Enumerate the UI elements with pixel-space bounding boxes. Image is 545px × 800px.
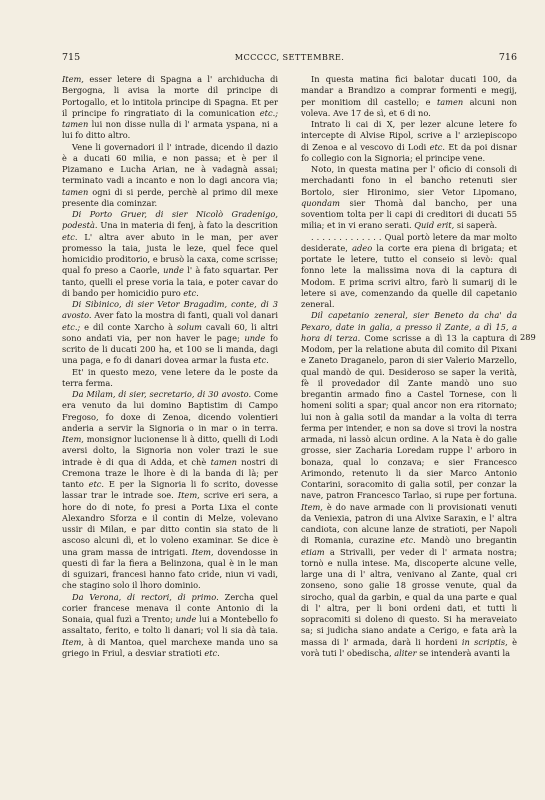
text-run: lui a Montebello fo assaltato, ferito, e tolto li danari; vol li sia dà taia.	[62, 614, 278, 636]
text-run: Et da poi disnar fo collegio con la Signoria; el principe vene.	[301, 141, 517, 163]
margin-column-number: 289	[520, 332, 536, 342]
italic-text: Item,	[62, 434, 84, 444]
italic-text: Di Porto Gruer, di sier Nicolò Gradenigo, podestà.	[62, 209, 278, 231]
text-run: è do nave armade con li provisionati venuti da Veniexia, patron di una Alvixe Saraxin, e l' altra candiota, con alcune lanze de stratioti, per Napoli di Romania, curazine	[301, 501, 517, 546]
paragraph	[62, 74, 278, 142]
page-number-left: 715	[62, 52, 81, 63]
paragraph	[62, 299, 278, 367]
paragraph	[62, 142, 278, 210]
text-run: cavali 60, li altri sono andati via, per non haver le page;	[62, 321, 278, 343]
text-run: Zercha quel corier francese menava il conte Antonio di la Sonaia, qual fuzì a Trento;	[62, 591, 278, 624]
text-run: Come scrisse a dì 13 la captura di Modom, per la relatione abuta dil comito dil Pixani e Zaneto Draganelo, paron di sier Valerio Marzello, qual mandò de qui. Desideroso se saper la verità, fè il provedador dil Zante mandò uno suo bregantin armado fino a Castel Tornese, con li homeni soliti a spar; qual ancor non era ritornato; lui non à galia sotil da mandar a la volta di terra ferma per intender, e non sa dove si trovi la nostra armada, ni lassò alcun ordine. A la Nata è do galie grosse, sier Zacharia Loredam ruppe l' arboro in bonaza, qual lo conzava; e sier Francesco Arimondo, retenuto li da sier Marco Antonio Contarini, soracomito di galia sotil, per conzar la nave, patron Francesco Tarlao, si rupe per fortuna.	[301, 332, 517, 501]
italic-text: Di Sibinico, di sier Vetor Bragadim, conte, di 3 avosto.	[62, 299, 278, 321]
italic-text: unde	[244, 332, 266, 343]
italic-text: etc.	[204, 647, 220, 658]
italic-text: etiam	[301, 546, 325, 557]
italic-text: Dil capetanio zeneral, sier Beneto da cha' da Pexaro, date in galia, a presso il Zante, a dì 15, a hora di terza.	[301, 310, 517, 343]
paragraph	[62, 592, 278, 660]
page-number-right: 716	[498, 52, 517, 63]
paragraph	[301, 232, 517, 311]
italic-text: tamen	[436, 96, 464, 107]
italic-text: etc.	[62, 231, 78, 242]
text-run: . . . . . . . . . . . . . Qual portò letere da mar molto desiderate,	[301, 231, 517, 253]
italic-text: Item,	[191, 546, 214, 557]
text-run: la corte era piena di brigata; et portate le letere, tutto el conseio si levò: qual fonno lete la malissima nova di la captura di Modom. E prima scrivi altro, farò li sumarij di le letere si ave, comenzando da quelle dil capetanio zeneral.	[301, 242, 517, 309]
text-run: lui non disse nulla di l' armata yspana, ni a lui fo ditto altro.	[62, 119, 278, 141]
left-column	[62, 74, 278, 659]
text-run: a Strivalli, per veder di l' armata nostra; tornò e nulla intese. Ma, discoperte alcune velle, large una di l' altra, venivano al Zante, qual cri zonseno, sono galie 18 grosse venute, qual da sirocho, qual da garbin, e qual da una parte e qual di l' altra, per li boni ordeni dati, et tutti li sopracomiti si doleno di questo. Si ha meraveiato sa; si judicha siano andate a Cerigo, e fata arà la massa di l' armada, darà li hordeni	[301, 546, 517, 647]
text-run: l' à fato squartar. Per tanto, quelli el prese voria la taia, e poter cavar do di bando per homicidio puro	[62, 265, 278, 298]
italic-text: etc.	[400, 535, 416, 546]
text-run: monsignor lucionense li à ditto, quelli di Lodi aversi dolto, la Signoria non voler trazi le sue intrade è di qua di Adda, et chè	[62, 434, 278, 467]
text-run: alcuni non voleva. Ave 17 de sì, et 6 di no.	[301, 96, 517, 118]
italic-text: etc.; tamen	[62, 107, 278, 129]
italic-text: solum	[176, 321, 202, 332]
paragraph	[62, 389, 278, 592]
italic-text: etc.	[88, 479, 105, 489]
italic-text: etc.	[183, 287, 199, 298]
text-run: Come era venuto da lui domino Baptistim di Campo Fregoso, fo doxe di Zenoa, dicendo volentieri anderia a servir la Signoria o in mar o in terra.	[62, 389, 278, 433]
text-run: si saperà.	[454, 220, 498, 231]
paragraph	[301, 164, 517, 232]
text-run: E per la Signoria li fo scrito, dovesse lassar trar le intrade soe.	[62, 479, 278, 501]
text-run: esser letere di Spagna a l' archiducha di Bergogna, li avisa la morte dil principe di Portogallo, et lo intitola principe di Spagna. Et per il principe fo ringratiato di la comunication	[62, 74, 278, 118]
text-run: dovendosse in questi dì far la fiera a Belinzona, qual è in le man di sguizari, francesi hanno fato cride, niun vi vadi, che stagino solo il lhoro dominio.	[62, 546, 278, 591]
text-run: ogni di si perde, perchè al primo dil mexe presente dia cominzar.	[62, 186, 278, 208]
italic-text: Da Verona, di rectori, di primo.	[72, 591, 219, 602]
text-run: Vene li governadori il l' intrade, dicendo il dazio è a ducati 60 milia, e non passa; et è per il Pizamano e Lucha Arian, ne à vadagnà assai; terminato vadi a incanto e non lo dagi ancora via;	[62, 141, 278, 186]
italic-text: tamen	[62, 186, 89, 197]
italic-text: unde	[175, 614, 197, 624]
text-run: L' altra aver abuto in le man, per aver promesso la taia, justa le leze, quel fece quel homicidio proditorio, e brusò la caxa, come scrisse; qual fo preso a Caorle,	[62, 231, 278, 276]
paragraph	[301, 119, 517, 164]
italic-text: unde	[163, 265, 184, 276]
text-run: Aver fato la mostra di fanti, quali vol danari	[91, 310, 278, 321]
paragraph	[301, 74, 517, 119]
text-run: Una in materia di fenj, à fato la descrition	[97, 220, 278, 231]
italic-text: Item,	[301, 501, 323, 512]
italic-text: Da Milam, di sier, secretario, di 30 avosto.	[72, 389, 252, 399]
text-run: Intrato li cai di X, per lezer alcune letere fo intercepte di Alvise Ripol, scrive a l' arziepiscopo di Zenoa e al vescovo di Lodi	[301, 119, 517, 152]
text-run: Noto, in questa matina per l' oficio di consoli di merchadanti fono in el bancho retenuti sier Bortolo, sier Hironimo, sier Vetor Lipomano,	[301, 164, 517, 197]
italic-text: in scriptis,	[461, 636, 508, 647]
text-run: nostri di Cremona traze le lhore è di la banda di là; per tanto	[62, 456, 278, 489]
italic-text: quondam	[301, 197, 340, 208]
text-run: Et' in questo mezo, vene letere da le poste da terra ferma.	[62, 366, 278, 388]
text-run: fo scrito de li ducati 200 ha, et 100 se li manda, dagi una paga, e fo di danari dovea armar la fusta	[62, 332, 278, 366]
text-run: sier Thomà dal bancho, per una soventiom tolta per li capi di creditori di ducati 55 milia; et in vi erano serati.	[301, 197, 517, 231]
italic-text: adeo	[352, 242, 373, 253]
text-run: è vorà tuti l' obedischa,	[301, 636, 517, 658]
page-header	[62, 52, 517, 66]
running-title: MCCCCC, SETTEMBRE.	[234, 52, 345, 62]
italic-text: aliter	[394, 647, 417, 658]
right-column	[301, 74, 517, 659]
paragraph	[301, 310, 517, 659]
italic-text: etc.	[253, 355, 269, 366]
italic-text: etc.	[429, 141, 446, 152]
text-run: In questa matina fici balotar ducati 100, da mandar a Brandizo a comprar formenti e megij, per monitiom dil castello; e	[301, 74, 517, 107]
text-run: se intenderà avanti la	[416, 647, 510, 658]
italic-text: Quid erit,	[414, 220, 455, 231]
italic-text: etc.;	[62, 321, 81, 332]
text-run: Mandò uno bregantin	[415, 535, 517, 546]
italic-text: Item,	[62, 74, 84, 84]
text-run: à di Mantoa, quel marchexe manda uno sa griego in Friul, a desviar stratioti	[62, 636, 278, 658]
paragraph	[62, 367, 278, 390]
italic-text: Item,	[177, 490, 200, 501]
text-run: scrive eri sera, a hore do di note, fo presi a Porta Lixa el conte Alexandro Sforza e il contin di Melze, volevano ussir di Milan, e par ditto contin sia stato de li ascoso alcuni dì, et lo voleno examinar. Se dice è una gram massa de intrigati.	[62, 490, 278, 557]
italic-text: Item,	[62, 636, 84, 647]
italic-text: tamen	[210, 456, 237, 467]
paragraph	[62, 209, 278, 299]
text-run: e dil conte Xarcho à	[80, 321, 177, 332]
